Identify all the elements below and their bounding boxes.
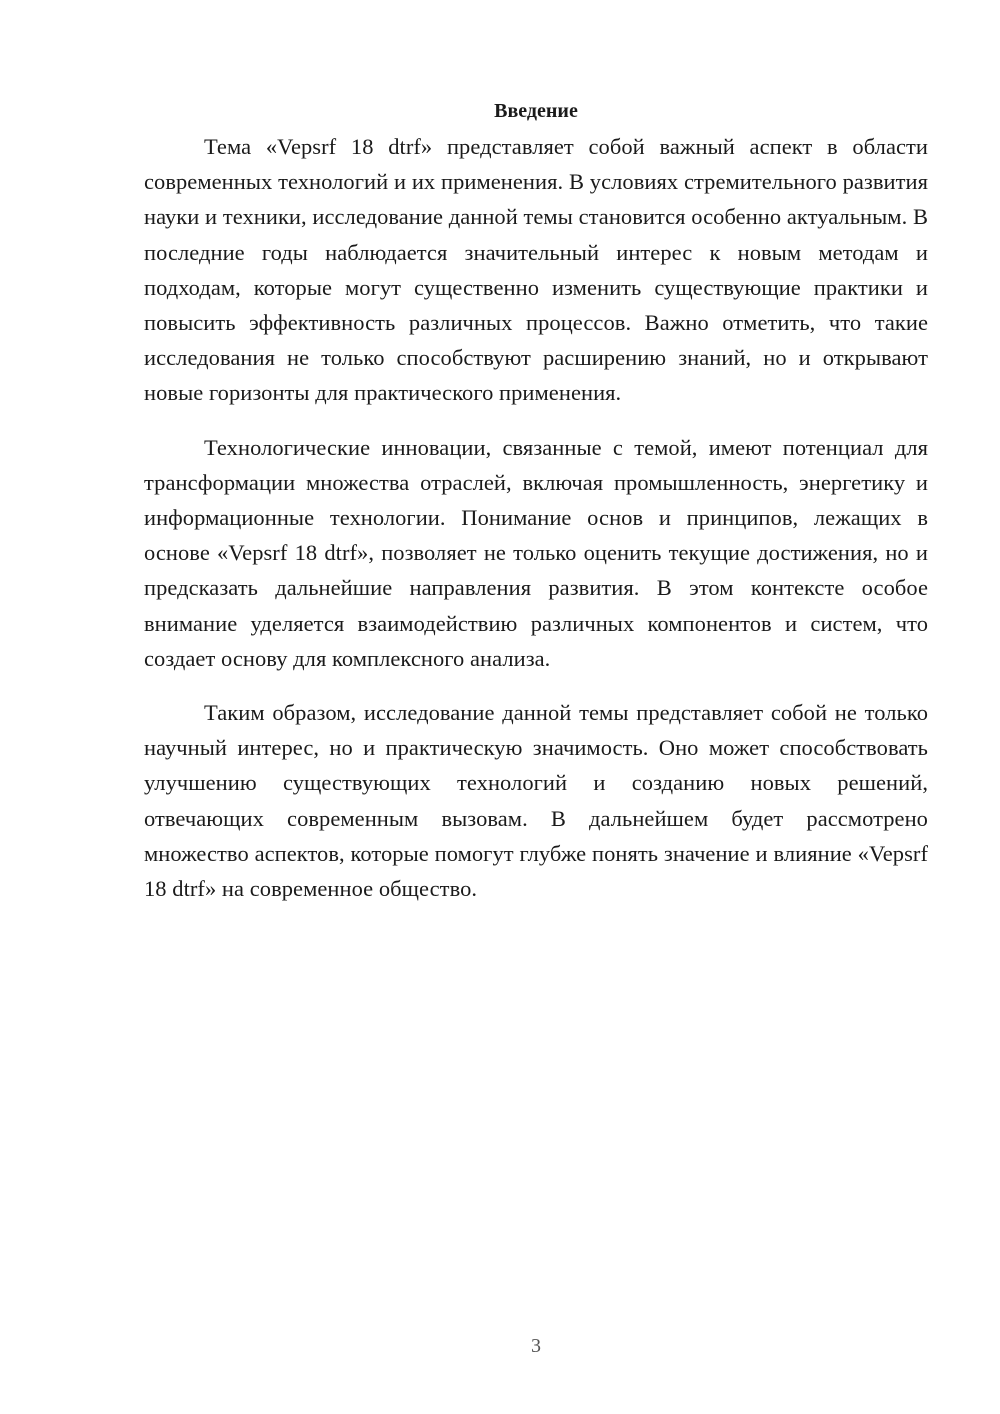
paragraph-2: Технологические инновации, связанные с темой, имеют потенциал для трансформации множества отраслей, включая промышленность, энергетику и информационные технологии. Понимание основ и принципов, лежащих в основе «Vepsrf 18 dtrf», позволяет не только оценить текущие достижения, но и предсказать дальнейшие направления развития. В этом контексте особое внимание уделяется взаимодействию различных компонентов и систем, что создает основу для комплексного анализа. (144, 434, 928, 671)
paragraph-1: Тема «Vepsrf 18 dtrf» представляет собой важный аспект в области современных технологий и их применения. В условиях стремительного развития науки и техники, исследование данной темы становится особенно актуальным. В последние годы наблюдается значительный интерес к новым методам и подходам, которые могут существенно изменить существующие практики и повысить эффективность различных процессов. Важно отметить, что такие исследования не только способствуют расширению знаний, но и открывают новые горизонты для практического применения. (144, 134, 928, 406)
page-number: 3 (531, 1335, 541, 1357)
section-title: Введение (494, 100, 578, 122)
paragraph-3: Таким образом, исследование данной темы представляет собой не только научный интерес, но и практическую значимость. Оно может способствовать улучшению существующих технологий и созданию новых решений, отвечающих современным вызовам. В дальнейшем будет рассмотрено множество аспектов, которые помогут глубже понять значение и влияние «Vepsrf 18 dtrf» на современное общество. (144, 700, 928, 902)
page-content (144, 94, 928, 906)
